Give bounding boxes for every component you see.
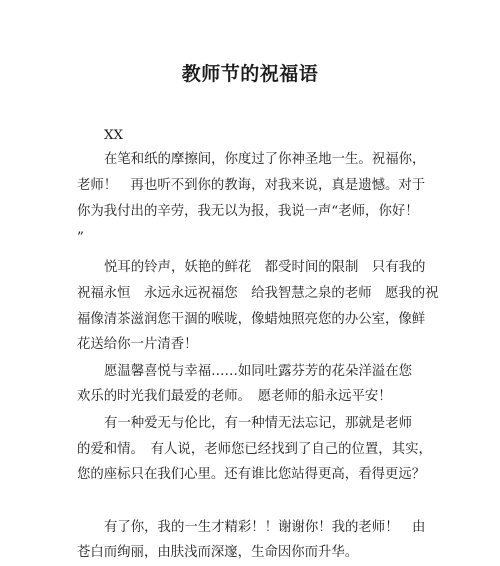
text-line: 你为我付出的辛劳，我无以为报，我说一声“老师，你好！ [77,204,419,219]
text-line: ” [77,230,84,245]
text-line: 苍白而绚丽，由肤浅而深邃，生命因你而升华。 [77,545,359,560]
text-line: 祝福永恒 永远永远祝福您 给我智慧之泉的老师 愿我的祝 [77,286,439,301]
salutation: XX [104,128,124,143]
text-line: 悦耳的铃声，妖艳的鲜花 都受时间的限制 只有我的 [104,260,426,275]
text-line: 有一种爱无与伦比，有一种情无法忘记，那就是老师 [104,416,412,431]
text-line: 欢乐的时光我们最爱的老师。 愿老师的船永远平安！ [77,389,392,404]
page-title: 教师节的祝福语 [181,63,319,85]
text-line: 您的座标只在我们心里。还有谁比您站得更高，看得更远？ [77,467,426,482]
text-line: 老师！ 再也听不到你的教诲，对我来说，真是遗憾。对于 [77,178,426,193]
text-line: 花送给你一片清香！ [77,337,198,352]
text-line: 福像清茶滋润您干涸的喉咙，像蜡烛照亮您的办公室，像鲜 [77,312,426,327]
text-line: 的爱和情。 有人说，老师您已经找到了自己的位置，其实， [77,442,432,457]
text-line: 在笔和纸的摩擦间，你度过了你神圣地一生。祝福你， [104,152,426,167]
text-line: 愿温馨喜悦与幸福……如同吐露芬芳的花朵洋溢在您 [104,364,412,379]
text-line: 有了你，我的一生才精彩！！谢谢你！我的老师！ 由 [104,520,426,535]
